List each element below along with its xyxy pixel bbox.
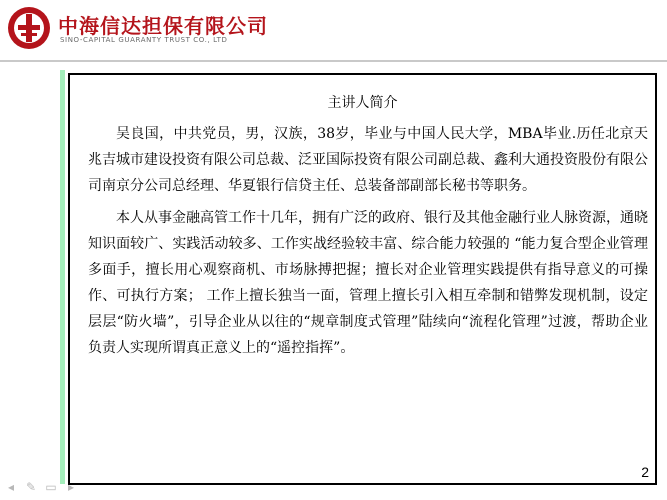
accent-bar: [60, 70, 65, 484]
pen-icon[interactable]: ✎: [25, 480, 37, 494]
bio-text: [88, 121, 648, 367]
header-divider: [0, 60, 667, 62]
company-name-en: SINO-CAPITAL GUARANTY TRUST CO., LTD: [60, 36, 228, 44]
bio-paragraph: 本人从事金融高管工作十几年，拥有广泛的政府、银行及其他金融行业人脉资源，通晓知识面较广、实践活动较多、工作实战经验较丰富、综合能力较强的 “能力复合型企业管理多面手，擅长用心观察商机、市场脉搏把握；擅长对企业管理实践提供有指导意义的可操作、可执行方案； 工作上擅长独当一面，管理上擅长引入相互牵制和错弊发现机制，设定层层“防火墙”，引导企业从以往的“规章制度式管理”陆续向“流程化管理”过渡，帮助企业负责人实现所谓真正意义上的“遥控指挥”。: [88, 210, 648, 356]
company-logo-icon: [7, 6, 51, 50]
page-number: 2: [641, 464, 649, 480]
company-name-cn: 中海信达担保有限公司: [58, 14, 268, 38]
bio-paragraph: 吴良国，中共党员，男，汉族，38岁，毕业与中国人民大学，MBA毕业.历任北京天兆吉城市建设投资有限公司总裁、泛亚国际投资有限公司副总裁、鑫利大通投资股份有限公司南京分公司总经理、华夏银行信贷主任、总装备部副部长秘书等职务。: [88, 126, 648, 194]
content-box: [68, 73, 657, 485]
slide-header: [0, 0, 667, 62]
arrow-right-icon[interactable]: ▸: [67, 480, 75, 494]
slides-menu-icon[interactable]: ▭: [45, 480, 57, 494]
section-title: 主讲人简介: [327, 95, 398, 111]
slide-controls: [4, 478, 78, 496]
arrow-left-icon[interactable]: ◂: [7, 480, 15, 494]
